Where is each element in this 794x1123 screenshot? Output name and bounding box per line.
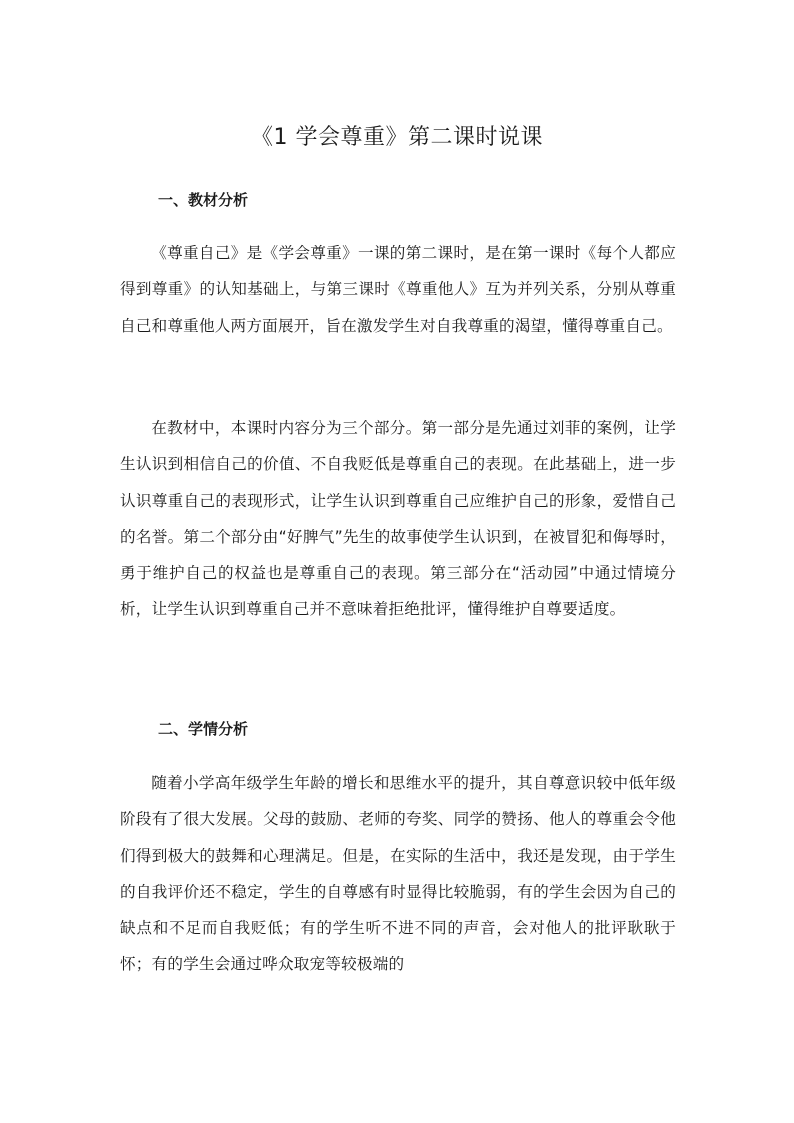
paragraph-student-analysis: 随着小学高年级学生年龄的增长和思维水平的提升，其自尊意识较中低年级阶段有了很大发展。父母的鼓励、老师的夸奖、同学的赞扬、他人的尊重会令他们得到极大的鼓舞和心理满足。但是，在实际的生活中，我还是发现，由于学生的自我评价还不稳定，学生的自尊感有时显得比较脆弱，有的学生会因为自己的缺点和不足而自我贬低；有的学生听不进不同的声音，会对他人的批评耿耿于怀；有的学生会通过哗众取宠等较极端的: [120, 774, 676, 974]
section-heading-textbook-analysis: 一、教材分析: [158, 191, 249, 209]
document-title: 《1 学会尊重》第二课时说课: [251, 125, 543, 150]
paragraph-textbook-content: 在教材中，本课时内容分为三个部分。第一部分是先通过刘菲的案例，让学生认识到相信自己的价值、不自我贬低是尊重自己的表现。在此基础上，进一步认识尊重自己的表现形式，让学生认识到尊重自己应维护自己的形象，爱惜自己的名誉。第二个部分由“好脾气”先生的故事使学生认识到，在被冒犯和侮辱时，勇于维护自己的权益也是尊重自己的表现。第三部分在“活动园”中通过情境分析，让学生认识到尊重自己并不意味着拒绝批评，懂得维护自尊要适度。: [120, 419, 676, 619]
paragraph-textbook-overview: 《尊重自己》是《学会尊重》一课的第二课时，是在第一课时《每个人都应得到尊重》的认知基础上，与第三课时《尊重他人》互为并列关系，分别从尊重自己和尊重他人两方面展开，旨在激发学生对自我尊重的渴望，懂得尊重自己。: [120, 244, 676, 335]
section-heading-student-analysis: 二、学情分析: [158, 720, 249, 738]
